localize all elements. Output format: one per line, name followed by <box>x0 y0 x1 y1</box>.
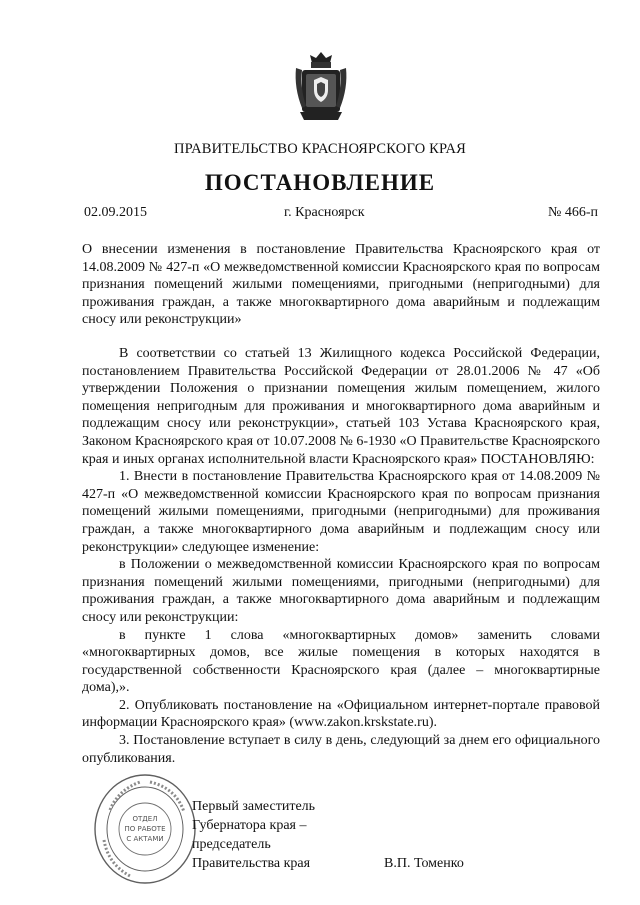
stamp-line: ОТДЕЛ <box>132 815 158 823</box>
signatory-title-line: Правительства края <box>192 856 311 871</box>
body-paragraph: 1. Внести в постановление Правительства Красноярского края от 14.08.2009 № 427-п «О межведомственной комиссии Красноярского края по вопросам признания помещений жилыми помещениями, пригодными (непригодными) для проживания граждан, а также многоквартирного дома аварийным и подлежащим сносу или реконструкции» следующее изменение: <box>82 469 600 555</box>
body-paragraph: 2. Опубликовать постановление на «Официальном интернет-портале правовой информации Красноярского края» (www.zakon.krskstate.ru). <box>82 697 600 731</box>
body-paragraph: в пункте 1 слова «многоквартирных домов» заменить словами «многоквартирных домов, все жилые помещения в которых находятся в государственной собственности Красноярского края (далее – многоквартирные дома),». <box>82 627 600 696</box>
stamp-line: ПО РАБОТЕ <box>124 825 166 833</box>
signatory-title-line: Первый заместитель <box>192 799 316 814</box>
stamp-line: С АКТАМИ <box>126 835 164 843</box>
body-paragraph: в Положении о межведомственной комиссии Красноярского края по вопросам признания помещений жилыми помещениями, пригодными (непригодными) для проживания граждан, а также многоквартирного дома аварийным и подлежащим сносу или реконструкции: <box>82 557 600 625</box>
document-city: г. Красноярск <box>284 205 365 220</box>
signatory-title-line: председатель <box>192 837 271 852</box>
body-paragraph: В соответствии со статьей 13 Жилищного кодекса Российской Федерации, постановлением Правительства Российской Федерации от 28.01.2006 № 47 «Об утверждении Положения о признании помещения жилым помещением, жилого помещения непригодным для проживания и многоквартирного дома аварийным и подлежащим сносу или реконструкции», статьей 103 Устава Красноярского края, Законом Красноярского края от 10.07.2008 № 6-1930 «О Правительстве Красноярского края и иных органах исполнительной власти Красноярского края» ПОСТАНОВЛЯЮ: <box>82 346 600 467</box>
document-subject: О внесении изменения в постановление Правительства Красноярского края от 14.08.2009 № 427-п «О межведомственной комиссии Красноярского края по вопросам признания помещений жилыми помещениями, пригодными (непригодными) для проживания граждан, а также многоквартирного дома аварийным и подлежащим сносу или реконструкции» <box>82 242 600 328</box>
coat-of-arms-emblem <box>292 48 350 122</box>
body-paragraph: 3. Постановление вступает в силу в день, следующий за днем его официального опубликования. <box>82 733 600 766</box>
signature-block <box>0 793 640 873</box>
document-type-title: ПОСТАНОВЛЕНИЕ <box>204 170 436 195</box>
document-body <box>82 345 600 767</box>
document-date: 02.09.2015 <box>84 205 147 220</box>
government-name: ПРАВИТЕЛЬСТВО КРАСНОЯРСКОГО КРАЯ <box>173 141 467 157</box>
signatory-title-line: Губернатора края – <box>192 818 307 833</box>
signatory-name: В.П. Томенко <box>384 856 464 871</box>
document-number: № 466-п <box>547 205 598 220</box>
signatory-title <box>192 797 315 873</box>
